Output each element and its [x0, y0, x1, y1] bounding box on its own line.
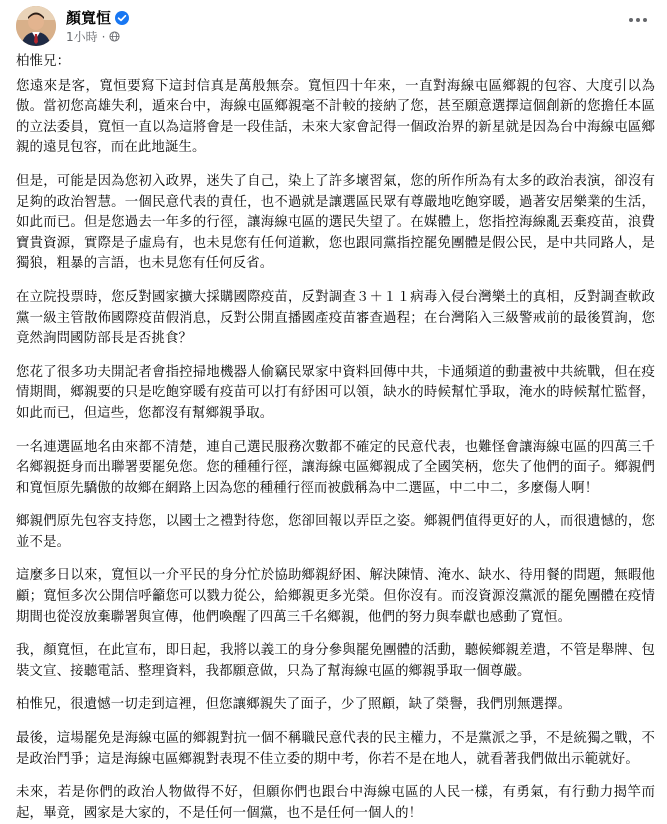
post-paragraph: 但是，可能是因為您初入政界，迷失了自己，染上了許多壞習氣，您的所作所為有太多的政治表演，卻沒有足夠的政治智慧。一個民意代表的責任，也不過就是讓選區民眾有尊嚴地吃飽穿暖，過著安居樂業的生活，如此而已。但是您過去一年多的行徑，讓海線屯區的選民失望了。在媒體上，您指控海線亂丟棄疫苗，浪費寶貴資源，實際是子虛烏有，也未見您有任何道歉，您也跟同黨指控罷免團體是假公民，是中共同路人，是獨狼，粗暴的言語，也未見您有任何反省。 — [16, 173, 655, 272]
author-name[interactable]: 顏寬恒 — [66, 9, 112, 27]
post-paragraph: 這麼多日以來，寬恒以一介平民的身分忙於協助鄉親紓困、解決陳情、淹水、缺水、待用餐的問題，無暇他顧；寬恒多次公開信呼籲您可以戮力從公，給鄉親更多光榮。但你沒有。而沒資源沒黨派的罷免團體在疫情期間也從沒放棄聯署與宣傳，他們喚醒了四萬三千名鄉親，他們的努力與奉獻也感動了寬恒。 — [16, 568, 655, 625]
author-avatar[interactable] — [16, 6, 56, 46]
post-timestamp[interactable]: 1小時 — [66, 30, 98, 44]
post-header — [0, 0, 667, 52]
post-paragraph: 未來，若是你們的政治人物做得不好，但願你們也跟台中海線屯區的人民一樣，有勇氣，有行動力揭竿而起，畢竟，國家是大家的，不是任何一個黨，也不是任何一個人的！ — [16, 785, 655, 821]
post-paragraph: 在立院投票時，您反對國家擴大採購國際疫苗，反對調查３＋１１病毒入侵台灣樂土的真相，反對調查軟政黨一級主管散佈國際疫苗假消息，反對公開直播國產疫苗審查過程；在台灣陷入三級警戒前的最後質詢，您竟然詢問國防部長是否挑食？ — [16, 289, 655, 347]
post-paragraph: 我，顏寬恒，在此宣布，即日起，我將以義工的身分參與罷免團體的活動，聽候鄉親差遣，不管是舉牌、包裝文宣、接聽電話、整理資料，我都願意做，只為了幫海線屯區的鄉親爭取一個尊嚴。 — [16, 643, 655, 679]
meta-separator: · — [101, 29, 106, 44]
avatar-photo — [16, 6, 56, 46]
post-paragraph: 柏惟兄，很遺憾一切走到這裡，但您讓鄉親失了面子，少了照顧，缺了榮譽，我們別無選擇。 — [16, 697, 572, 713]
post-paragraph: 最後，這場罷免是海線屯區的鄉親對抗一個不稱職民意代表的民主權力，不是黨派之爭，不是統獨之戰，不是政治鬥爭；這是海線屯區鄉親對表現不佳立委的期中考，你若不是在地人，就看著我們做出示範就好。 — [16, 731, 655, 767]
verified-badge-icon — [115, 11, 129, 25]
post-paragraph: 鄉親們原先包容支持您，以國士之禮對待您，您卻回報以弄臣之姿。鄉親們值得更好的人，而很遺憾的，您並不是。 — [16, 514, 655, 550]
author-name-row — [66, 7, 129, 28]
globe-icon — [109, 31, 120, 42]
post-greeting: 柏惟兄： — [16, 54, 71, 69]
post-paragraph: 您花了很多功夫開記者會指控掃地機器人偷竊民眾家中資料回傳中共，卡通頻道的動畫被中共統戰，但在疫情期間，鄉親要的只是吃飽穿暖有疫苗可以打有紓困可以領，缺水的時候幫忙爭取，淹水的時候幫忙監督，如此而已，但這些，您都沒有幫鄉親爭取。 — [16, 364, 655, 421]
post-paragraph: 您遠來是客，寬恒要寫下這封信真是萬般無奈。寬恒四十年來，一直對海線屯區鄉親的包容、大度引以為傲。當初您高雄失利，遁來台中，海線屯區鄉親毫不計較的接納了您，甚至願意選擇這個創新的您擔任本區的立法委員，寬恒一直以為這將會是一段佳話，未來大家會記得一個政治界的新星就是因為台中海線屯區鄉親的遠見包容，而在此地誕生。 — [16, 78, 655, 156]
post-meta — [66, 28, 120, 45]
post-paragraph: 一名連選區地名由來都不清楚，連自己選民服務次數都不確定的民意代表，也難怪會讓海線屯區的四萬三千名鄉親挺身而出聯署要罷免您。您的種種行徑，讓海線屯區鄉親成了全國笑柄，您失了他們的面子。鄉親們和寬恒原先驕傲的故鄉在網路上因為您的種種行徑而被戲稱為中二選區，中二中二，多麼傷人啊！ — [16, 439, 655, 496]
post-body — [0, 52, 667, 824]
more-options-icon[interactable] — [623, 10, 653, 30]
